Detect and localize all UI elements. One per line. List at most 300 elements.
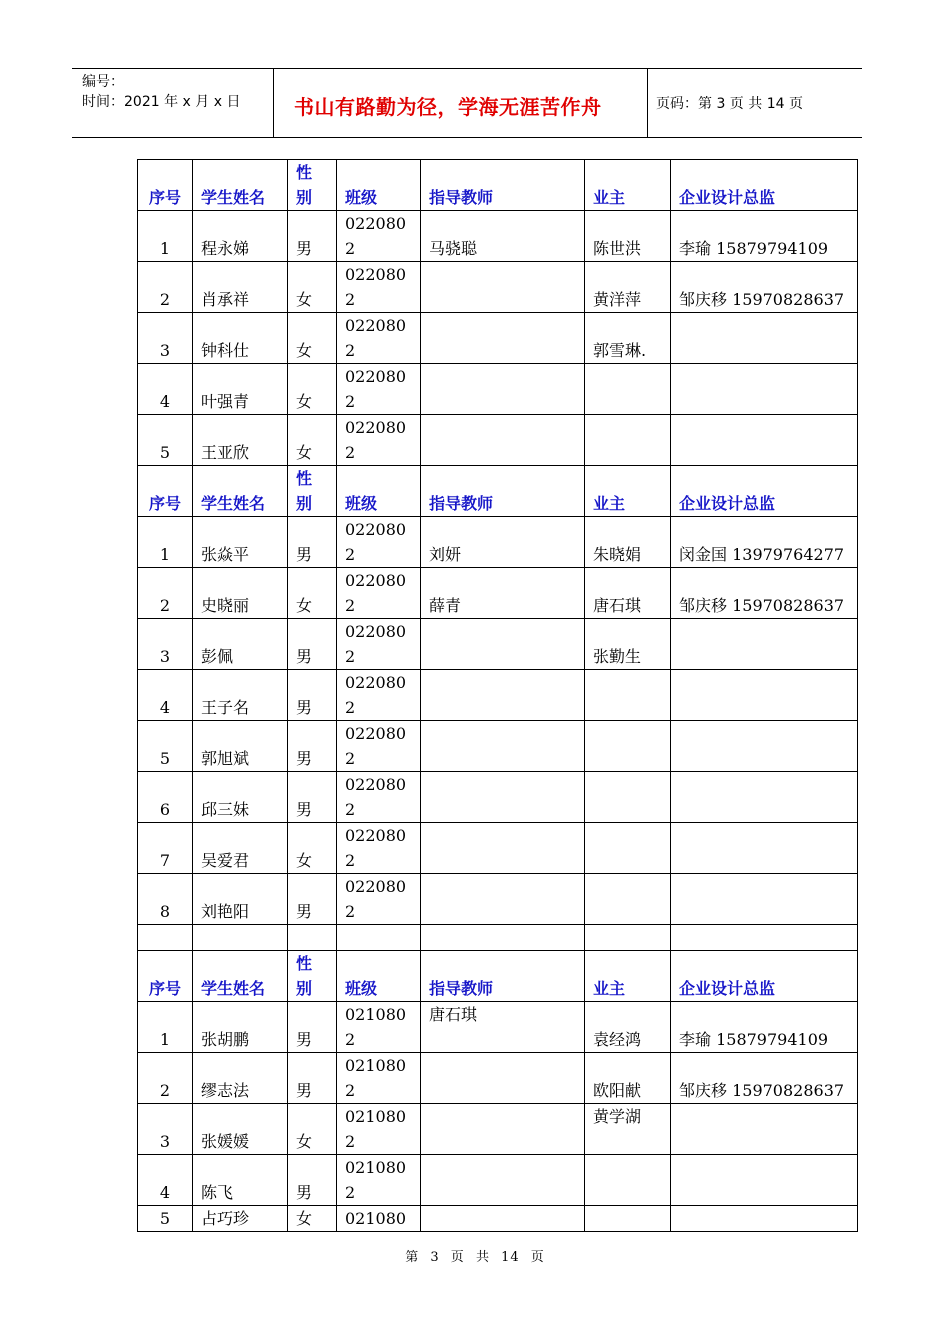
cell-teacher bbox=[421, 1053, 585, 1104]
cell-row-number-text: 5 bbox=[159, 443, 171, 462]
cell-row-number bbox=[138, 1155, 193, 1206]
cell-gender-text: 男 bbox=[296, 800, 313, 819]
cell-student-name bbox=[193, 874, 288, 925]
cell-gender-text: 男 bbox=[296, 902, 313, 921]
cell-gender-text: 男 bbox=[296, 749, 313, 768]
cell-gender-text: 男 bbox=[296, 647, 313, 666]
cell-student-name bbox=[193, 721, 288, 772]
cell-class-code-text: 0220802 bbox=[345, 214, 407, 258]
column-header-design-director-text: 企业设计总监 bbox=[679, 188, 776, 207]
table-row bbox=[138, 721, 858, 772]
cell-student-name-text: 刘艳阳 bbox=[201, 902, 250, 921]
cell-class-code-text: 0220802 bbox=[345, 418, 407, 462]
cell-gender bbox=[288, 1053, 337, 1104]
column-header-gender bbox=[288, 160, 337, 211]
cell-owner bbox=[585, 874, 671, 925]
table-row bbox=[138, 874, 858, 925]
cell-student-name bbox=[193, 1206, 288, 1232]
cell-student-name-text: 郭旭斌 bbox=[201, 749, 250, 768]
table-header-row bbox=[138, 160, 858, 211]
column-header-row-number bbox=[138, 466, 193, 517]
cell-student-name-text: 邱三妹 bbox=[201, 800, 250, 819]
cell-class-code bbox=[337, 364, 421, 415]
column-header-class-code-text: 班级 bbox=[345, 188, 378, 207]
cell-row-number-text: 3 bbox=[159, 647, 171, 666]
cell-student-name-text: 张焱平 bbox=[201, 545, 250, 564]
cell-class-code bbox=[337, 619, 421, 670]
cell-student-name-text: 缪志法 bbox=[201, 1081, 250, 1100]
cell-teacher bbox=[421, 670, 585, 721]
column-header-owner bbox=[585, 466, 671, 517]
column-header-owner bbox=[585, 951, 671, 1002]
cell-class-code-text: 021080 bbox=[345, 1209, 407, 1228]
cell-teacher bbox=[421, 1104, 585, 1155]
column-header-design-director bbox=[671, 466, 858, 517]
column-header-class-code-text: 班级 bbox=[345, 979, 378, 998]
cell-owner bbox=[585, 313, 671, 364]
cell-student-name bbox=[193, 1053, 288, 1104]
cell-owner-text: 张勤生 bbox=[593, 647, 642, 666]
empty-cell bbox=[288, 925, 337, 951]
cell-owner bbox=[585, 1104, 671, 1155]
cell-row-number bbox=[138, 823, 193, 874]
cell-gender bbox=[288, 1155, 337, 1206]
cell-design-director-text: 李瑜 15879794109 bbox=[679, 1030, 829, 1049]
cell-teacher bbox=[421, 415, 585, 466]
cell-gender bbox=[288, 670, 337, 721]
column-header-design-director bbox=[671, 160, 858, 211]
cell-student-name-text: 史晓丽 bbox=[201, 596, 250, 615]
empty-cell bbox=[337, 925, 421, 951]
cell-student-name bbox=[193, 517, 288, 568]
column-header-gender-text: 性别 bbox=[296, 954, 313, 998]
cell-student-name bbox=[193, 415, 288, 466]
page-header bbox=[72, 68, 862, 138]
cell-class-code bbox=[337, 772, 421, 823]
cell-teacher bbox=[421, 721, 585, 772]
cell-owner bbox=[585, 619, 671, 670]
page-footer bbox=[0, 1246, 950, 1265]
column-header-gender-text: 性别 bbox=[296, 163, 313, 207]
column-header-row-number-text: 序号 bbox=[148, 494, 181, 513]
cell-class-code-text: 0210802 bbox=[345, 1005, 407, 1049]
cell-gender bbox=[288, 568, 337, 619]
column-header-teacher-text: 指导教师 bbox=[429, 188, 494, 207]
cell-teacher bbox=[421, 1206, 585, 1232]
column-header-teacher bbox=[421, 466, 585, 517]
cell-row-number bbox=[138, 415, 193, 466]
cell-class-code-text: 0220802 bbox=[345, 316, 407, 360]
cell-owner bbox=[585, 568, 671, 619]
cell-row-number-text: 7 bbox=[159, 851, 171, 870]
table-row bbox=[138, 823, 858, 874]
column-header-teacher bbox=[421, 160, 585, 211]
cell-design-director bbox=[671, 313, 858, 364]
column-header-owner-text: 业主 bbox=[593, 494, 626, 513]
cell-gender-text: 男 bbox=[296, 239, 313, 258]
cell-row-number bbox=[138, 1002, 193, 1053]
cell-gender bbox=[288, 415, 337, 466]
empty-cell bbox=[193, 925, 288, 951]
cell-owner bbox=[585, 1206, 671, 1232]
cell-teacher bbox=[421, 823, 585, 874]
footer-page-current: 3 bbox=[430, 1250, 440, 1265]
cell-design-director bbox=[671, 1053, 858, 1104]
cell-student-name bbox=[193, 670, 288, 721]
cell-student-name-text: 钟科仕 bbox=[201, 341, 250, 360]
table-row bbox=[138, 1053, 858, 1104]
cell-owner-text: 陈世洪 bbox=[593, 239, 642, 258]
cell-row-number-text: 4 bbox=[159, 698, 171, 717]
cell-student-name-text: 彭佩 bbox=[201, 647, 234, 666]
column-header-row-number bbox=[138, 951, 193, 1002]
cell-class-code-text: 0220802 bbox=[345, 724, 407, 768]
cell-gender bbox=[288, 1002, 337, 1053]
cell-gender-text: 男 bbox=[296, 698, 313, 717]
cell-owner-text: 唐石琪 bbox=[593, 596, 642, 615]
table-row bbox=[138, 517, 858, 568]
column-header-gender-text: 性别 bbox=[296, 469, 313, 513]
cell-design-director-text: 闵金国 13979764277 bbox=[679, 545, 845, 564]
cell-row-number-text: 2 bbox=[159, 596, 171, 615]
cell-owner bbox=[585, 1155, 671, 1206]
column-header-student-name-text: 学生姓名 bbox=[201, 494, 266, 513]
empty-cell bbox=[671, 925, 858, 951]
column-header-class-code bbox=[337, 160, 421, 211]
cell-teacher bbox=[421, 313, 585, 364]
cell-student-name-text: 张媛媛 bbox=[201, 1132, 250, 1151]
column-header-teacher-text: 指导教师 bbox=[429, 979, 494, 998]
cell-class-code bbox=[337, 262, 421, 313]
cell-design-director bbox=[671, 568, 858, 619]
column-header-student-name-text: 学生姓名 bbox=[201, 188, 266, 207]
cell-design-director-text: 邹庆移 15970828637 bbox=[679, 1081, 845, 1100]
cell-design-director bbox=[671, 415, 858, 466]
column-header-owner bbox=[585, 160, 671, 211]
table-header-row bbox=[138, 466, 858, 517]
cell-student-name-text: 王子名 bbox=[201, 698, 250, 717]
footer-part: 页 bbox=[450, 1250, 465, 1265]
cell-row-number-text: 4 bbox=[159, 392, 171, 411]
cell-teacher bbox=[421, 364, 585, 415]
table-row bbox=[138, 1002, 858, 1053]
cell-gender bbox=[288, 313, 337, 364]
cell-student-name-text: 张胡鹏 bbox=[201, 1030, 250, 1049]
cell-student-name bbox=[193, 211, 288, 262]
column-header-gender bbox=[288, 951, 337, 1002]
cell-owner bbox=[585, 517, 671, 568]
cell-class-code-text: 0220802 bbox=[345, 622, 407, 666]
cell-teacher-text: 唐石琪 bbox=[429, 1005, 478, 1024]
cell-class-code bbox=[337, 313, 421, 364]
column-header-student-name-text: 学生姓名 bbox=[201, 979, 266, 998]
cell-class-code-text: 0210802 bbox=[345, 1158, 407, 1202]
cell-owner-text: 朱晓娟 bbox=[593, 545, 642, 564]
cell-row-number-text: 5 bbox=[159, 749, 171, 768]
cell-owner bbox=[585, 1002, 671, 1053]
cell-row-number-text: 1 bbox=[159, 239, 171, 258]
cell-gender-text: 女 bbox=[296, 392, 313, 411]
cell-row-number-text: 1 bbox=[159, 545, 171, 564]
cell-student-name-text: 肖承祥 bbox=[201, 290, 250, 309]
cell-owner bbox=[585, 364, 671, 415]
cell-class-code bbox=[337, 823, 421, 874]
cell-row-number bbox=[138, 364, 193, 415]
cell-gender bbox=[288, 364, 337, 415]
cell-class-code bbox=[337, 211, 421, 262]
column-header-row-number-text: 序号 bbox=[148, 188, 181, 207]
column-header-design-director-text: 企业设计总监 bbox=[679, 494, 776, 513]
cell-row-number bbox=[138, 211, 193, 262]
cell-teacher-text: 马骁聪 bbox=[429, 239, 478, 258]
cell-design-director bbox=[671, 262, 858, 313]
table-row bbox=[138, 670, 858, 721]
footer-part: 页 bbox=[530, 1250, 545, 1265]
cell-class-code-text: 0210802 bbox=[345, 1107, 407, 1151]
cell-row-number bbox=[138, 874, 193, 925]
cell-student-name-text: 占巧珍 bbox=[201, 1209, 250, 1228]
cell-class-code bbox=[337, 415, 421, 466]
cell-class-code-text: 0220802 bbox=[345, 775, 407, 819]
cell-row-number bbox=[138, 1053, 193, 1104]
cell-class-code bbox=[337, 721, 421, 772]
cell-student-name bbox=[193, 262, 288, 313]
cell-gender bbox=[288, 721, 337, 772]
empty-cell bbox=[585, 925, 671, 951]
cell-class-code-text: 0220802 bbox=[345, 367, 407, 411]
cell-row-number bbox=[138, 1104, 193, 1155]
cell-row-number-text: 2 bbox=[159, 1081, 171, 1100]
cell-gender-text: 女 bbox=[296, 851, 313, 870]
cell-row-number-text: 1 bbox=[159, 1030, 171, 1049]
cell-row-number bbox=[138, 772, 193, 823]
cell-class-code-text: 0220802 bbox=[345, 877, 407, 921]
cell-gender-text: 女 bbox=[296, 1209, 313, 1228]
cell-class-code bbox=[337, 1104, 421, 1155]
cell-gender-text: 男 bbox=[296, 1030, 313, 1049]
cell-row-number bbox=[138, 568, 193, 619]
cell-class-code-text: 0220802 bbox=[345, 673, 407, 717]
cell-teacher bbox=[421, 772, 585, 823]
cell-teacher bbox=[421, 1155, 585, 1206]
empty-cell bbox=[138, 925, 193, 951]
cell-owner bbox=[585, 823, 671, 874]
footer-part: 第 bbox=[405, 1250, 420, 1265]
cell-class-code-text: 0220802 bbox=[345, 571, 407, 615]
cell-student-name bbox=[193, 313, 288, 364]
cell-design-director bbox=[671, 1206, 858, 1232]
cell-row-number bbox=[138, 262, 193, 313]
cell-row-number-text: 8 bbox=[159, 902, 171, 921]
cell-class-code bbox=[337, 568, 421, 619]
column-header-class-code bbox=[337, 466, 421, 517]
cell-gender-text: 男 bbox=[296, 545, 313, 564]
cell-gender-text: 女 bbox=[296, 290, 313, 309]
cell-owner bbox=[585, 670, 671, 721]
table-row bbox=[138, 1206, 858, 1232]
cell-class-code bbox=[337, 1155, 421, 1206]
table-row bbox=[138, 1104, 858, 1155]
cell-gender bbox=[288, 823, 337, 874]
time-label: 时间：2021 年 x 月 x 日 bbox=[82, 94, 241, 110]
cell-owner-text: 郭雪琳. bbox=[593, 341, 647, 360]
cell-gender-text: 女 bbox=[296, 1132, 313, 1151]
table-row bbox=[138, 211, 858, 262]
cell-student-name bbox=[193, 364, 288, 415]
header-motto-cell bbox=[274, 69, 648, 137]
student-assignment-table bbox=[137, 159, 858, 1232]
column-header-student-name bbox=[193, 466, 288, 517]
cell-row-number bbox=[138, 1206, 193, 1232]
cell-gender bbox=[288, 517, 337, 568]
cell-design-director bbox=[671, 1155, 858, 1206]
cell-gender-text: 男 bbox=[296, 1183, 313, 1202]
cell-class-code bbox=[337, 1053, 421, 1104]
cell-student-name bbox=[193, 823, 288, 874]
cell-row-number-text: 2 bbox=[159, 290, 171, 309]
cell-teacher bbox=[421, 1002, 585, 1053]
cell-student-name-text: 程永娣 bbox=[201, 239, 250, 258]
cell-gender bbox=[288, 1206, 337, 1232]
column-header-student-name bbox=[193, 951, 288, 1002]
cell-owner-text: 黄洋萍 bbox=[593, 290, 642, 309]
cell-student-name bbox=[193, 568, 288, 619]
table-row bbox=[138, 364, 858, 415]
cell-owner bbox=[585, 415, 671, 466]
cell-gender-text: 女 bbox=[296, 596, 313, 615]
cell-student-name bbox=[193, 1155, 288, 1206]
header-page-cell bbox=[648, 69, 862, 137]
cell-owner bbox=[585, 772, 671, 823]
cell-design-director bbox=[671, 874, 858, 925]
cell-design-director bbox=[671, 721, 858, 772]
cell-teacher bbox=[421, 211, 585, 262]
cell-row-number bbox=[138, 670, 193, 721]
cell-gender-text: 女 bbox=[296, 341, 313, 360]
cell-class-code bbox=[337, 874, 421, 925]
cell-row-number-text: 5 bbox=[159, 1209, 171, 1228]
cell-teacher-text: 刘妍 bbox=[429, 545, 462, 564]
cell-row-number-text: 3 bbox=[159, 341, 171, 360]
cell-class-code-text: 0220802 bbox=[345, 520, 407, 564]
cell-student-name-text: 吴爱君 bbox=[201, 851, 250, 870]
cell-owner bbox=[585, 211, 671, 262]
column-header-class-code bbox=[337, 951, 421, 1002]
cell-student-name bbox=[193, 1104, 288, 1155]
cell-design-director-text: 邹庆移 15970828637 bbox=[679, 596, 845, 615]
cell-class-code bbox=[337, 517, 421, 568]
cell-owner-text: 黄学湖 bbox=[593, 1107, 642, 1126]
cell-class-code-text: 0220802 bbox=[345, 265, 407, 309]
column-header-row-number-text: 序号 bbox=[148, 979, 181, 998]
table-row bbox=[138, 1155, 858, 1206]
cell-owner-text: 袁经鸿 bbox=[593, 1030, 642, 1049]
cell-teacher bbox=[421, 568, 585, 619]
cell-design-director bbox=[671, 517, 858, 568]
cell-gender bbox=[288, 262, 337, 313]
cell-class-code bbox=[337, 1002, 421, 1053]
cell-teacher bbox=[421, 517, 585, 568]
cell-owner bbox=[585, 721, 671, 772]
cell-class-code-text: 0220802 bbox=[345, 826, 407, 870]
cell-design-director bbox=[671, 1104, 858, 1155]
cell-gender bbox=[288, 211, 337, 262]
cell-owner bbox=[585, 262, 671, 313]
empty-cell bbox=[421, 925, 585, 951]
cell-design-director bbox=[671, 1002, 858, 1053]
cell-class-code-text: 0210802 bbox=[345, 1056, 407, 1100]
cell-design-director-text: 李瑜 15879794109 bbox=[679, 239, 829, 258]
cell-student-name bbox=[193, 619, 288, 670]
column-header-row-number bbox=[138, 160, 193, 211]
spacer-row bbox=[138, 925, 858, 951]
table-row bbox=[138, 568, 858, 619]
cell-gender bbox=[288, 619, 337, 670]
cell-teacher bbox=[421, 262, 585, 313]
table-body bbox=[138, 160, 858, 1232]
cell-student-name bbox=[193, 1002, 288, 1053]
cell-teacher-text: 薛青 bbox=[429, 596, 462, 615]
motto-text: 书山有路勤为径，学海无涯苦作舟 bbox=[294, 95, 602, 119]
cell-row-number-text: 3 bbox=[159, 1132, 171, 1151]
cell-design-director bbox=[671, 670, 858, 721]
cell-student-name bbox=[193, 772, 288, 823]
column-header-design-director bbox=[671, 951, 858, 1002]
cell-student-name-text: 叶强青 bbox=[201, 392, 250, 411]
cell-teacher bbox=[421, 619, 585, 670]
cell-row-number-text: 6 bbox=[159, 800, 171, 819]
number-label: 编号： bbox=[82, 74, 124, 90]
cell-gender-text: 男 bbox=[296, 1081, 313, 1100]
column-header-owner-text: 业主 bbox=[593, 979, 626, 998]
column-header-gender bbox=[288, 466, 337, 517]
cell-design-director bbox=[671, 211, 858, 262]
table-row bbox=[138, 772, 858, 823]
column-header-teacher bbox=[421, 951, 585, 1002]
cell-design-director bbox=[671, 772, 858, 823]
cell-design-director bbox=[671, 364, 858, 415]
cell-owner-text: 欧阳献 bbox=[593, 1081, 642, 1100]
header-meta bbox=[72, 69, 274, 137]
cell-design-director bbox=[671, 823, 858, 874]
page-number-label: 页码：第 3 页 共 14 页 bbox=[656, 96, 803, 112]
footer-page-total: 14 bbox=[501, 1250, 520, 1265]
table-row bbox=[138, 262, 858, 313]
footer-part: 共 bbox=[475, 1250, 490, 1265]
column-header-class-code-text: 班级 bbox=[345, 494, 378, 513]
cell-teacher bbox=[421, 874, 585, 925]
cell-student-name-text: 陈飞 bbox=[201, 1183, 234, 1202]
cell-owner bbox=[585, 1053, 671, 1104]
table-header-row bbox=[138, 951, 858, 1002]
cell-class-code bbox=[337, 670, 421, 721]
column-header-design-director-text: 企业设计总监 bbox=[679, 979, 776, 998]
column-header-student-name bbox=[193, 160, 288, 211]
column-header-teacher-text: 指导教师 bbox=[429, 494, 494, 513]
cell-design-director-text: 邹庆移 15970828637 bbox=[679, 290, 845, 309]
cell-class-code bbox=[337, 1206, 421, 1232]
cell-gender-text: 女 bbox=[296, 443, 313, 462]
cell-row-number bbox=[138, 517, 193, 568]
cell-gender bbox=[288, 874, 337, 925]
table-row bbox=[138, 313, 858, 364]
cell-gender bbox=[288, 1104, 337, 1155]
cell-gender bbox=[288, 772, 337, 823]
cell-row-number bbox=[138, 721, 193, 772]
cell-design-director bbox=[671, 619, 858, 670]
cell-row-number-text: 4 bbox=[159, 1183, 171, 1202]
cell-row-number bbox=[138, 313, 193, 364]
